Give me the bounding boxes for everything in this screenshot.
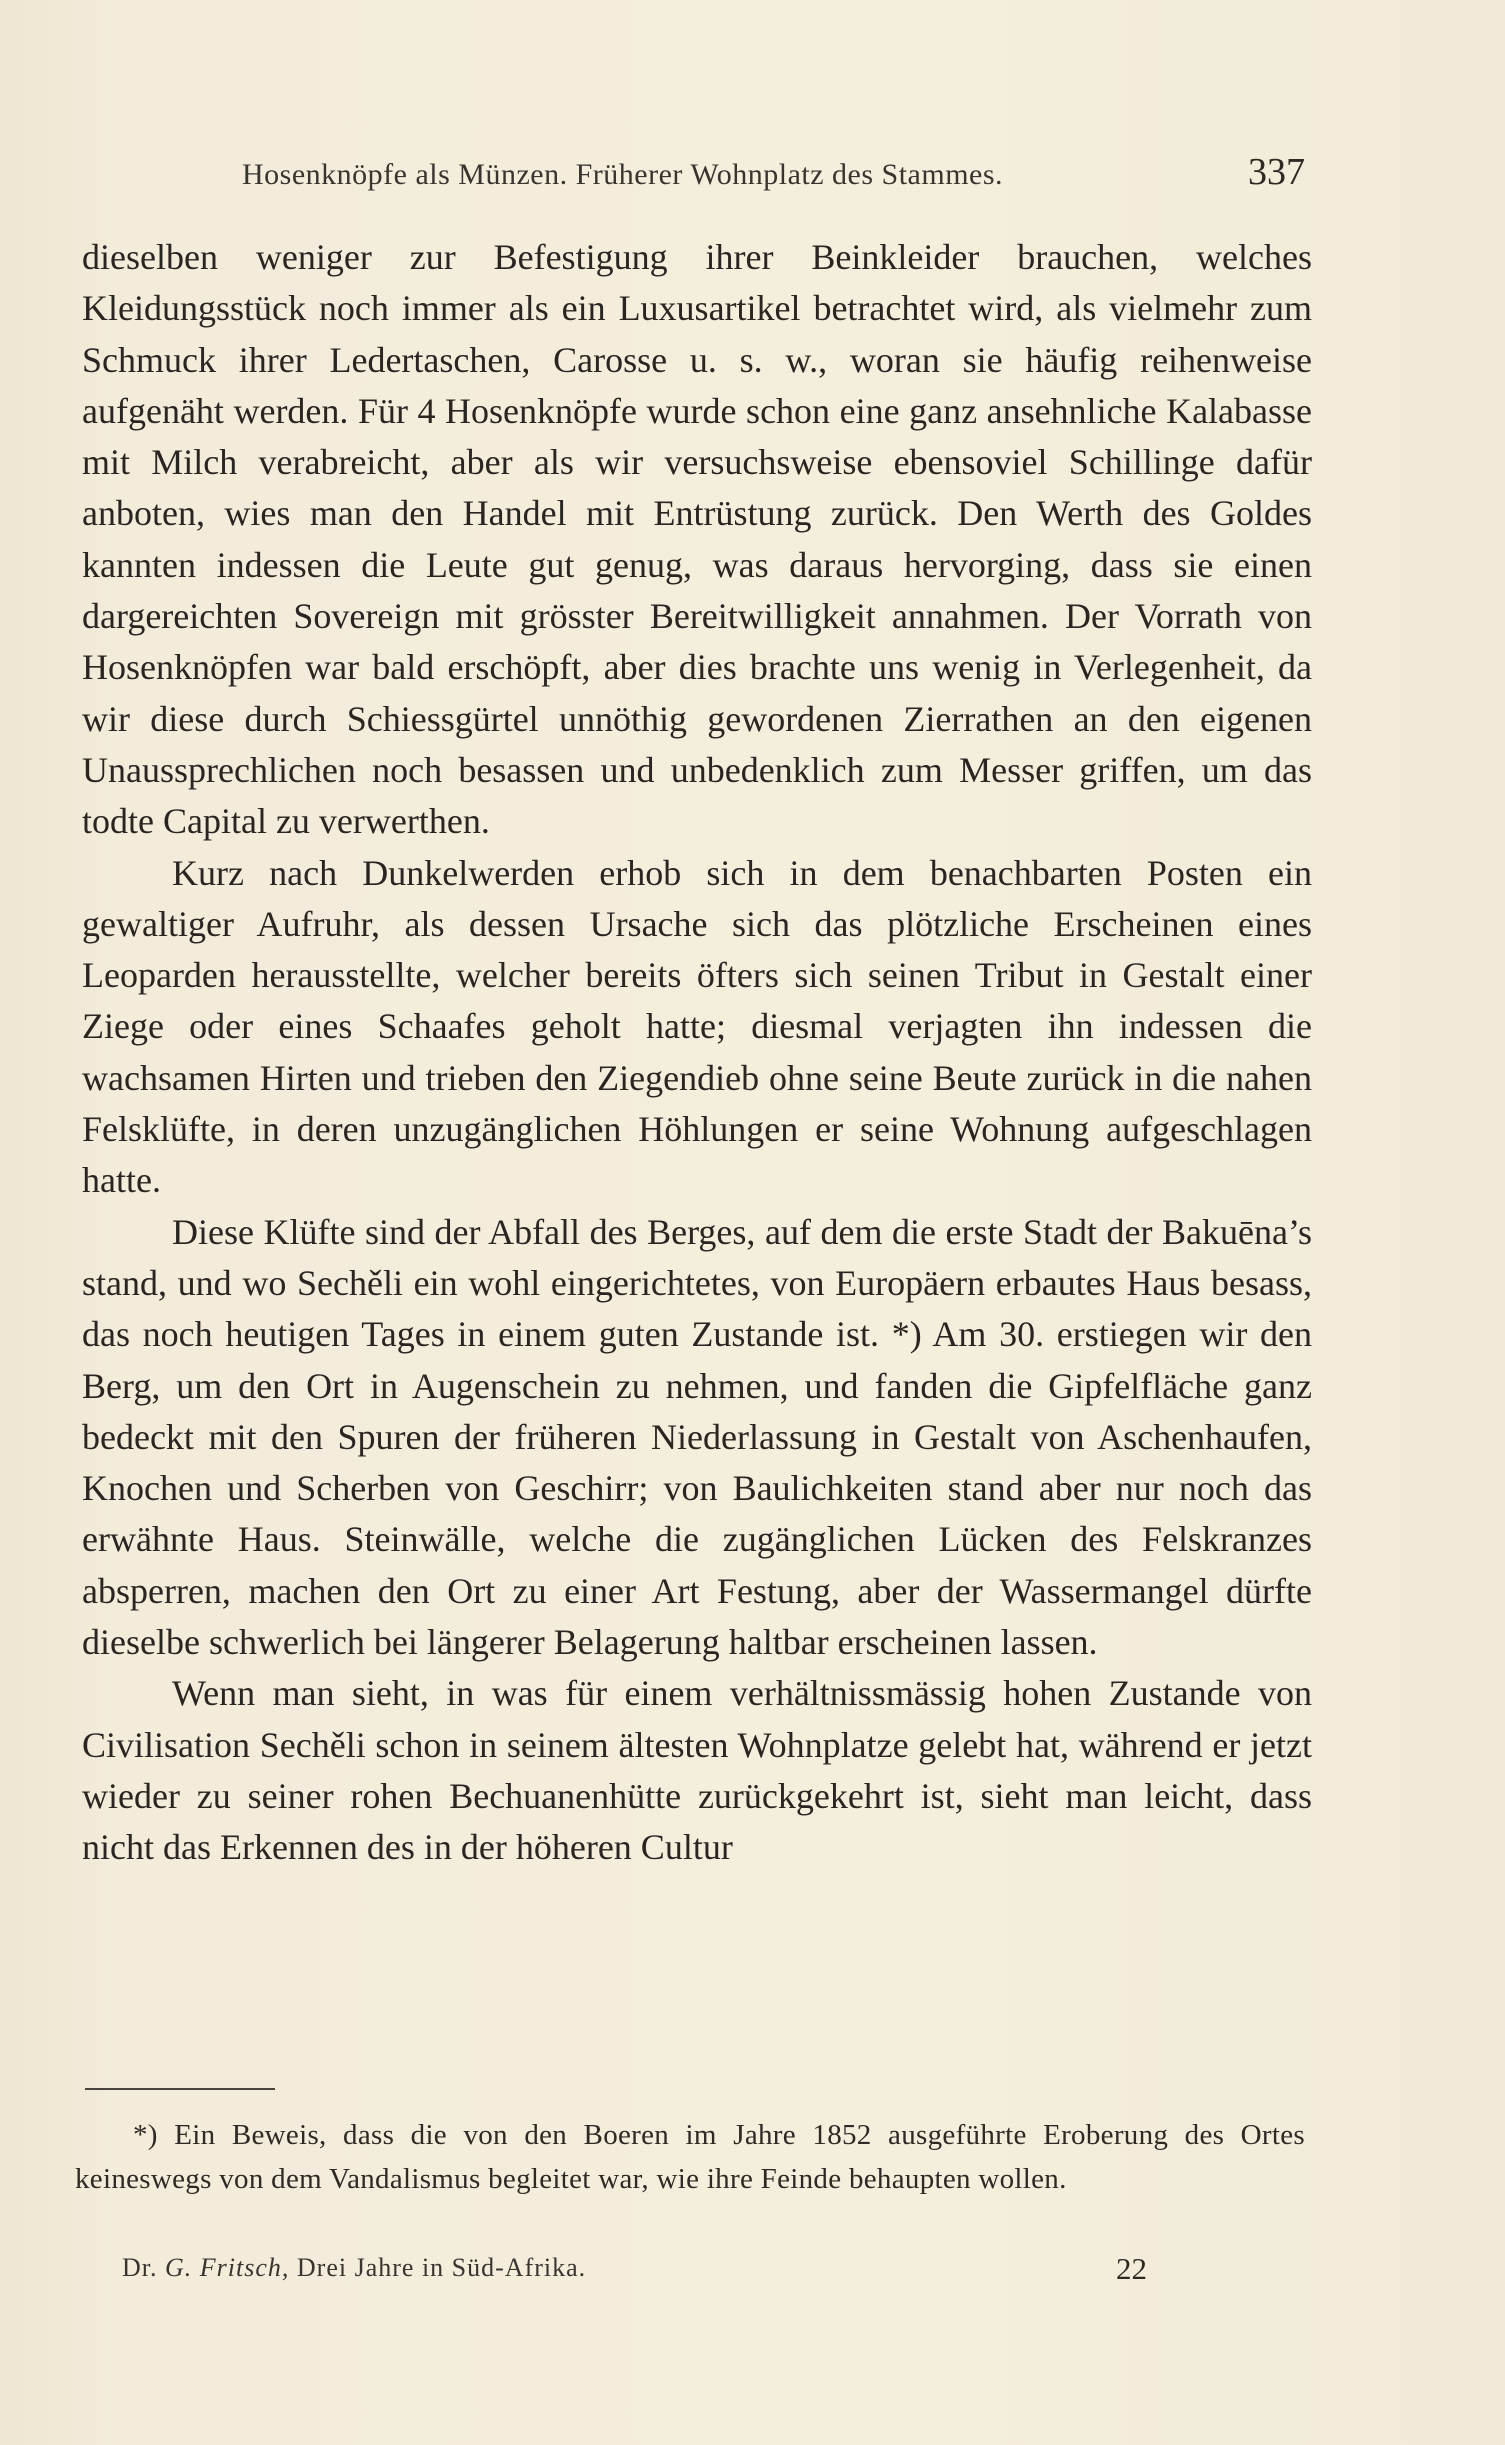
paragraph-2: Kurz nach Dunkelwerden erhob sich in dem benachbarten Posten ein gewaltiger Aufruhr, als dessen Ursache sich das plötzliche Erscheinen eines Leoparden herausstellte, welcher bereits öfters sich seinen Tribut in Gestalt einer Ziege oder eines Schaafes geholt hatte; diesmal verjagten ihn indessen die wachsamen Hirten und trieben den Ziegendieb ohne seine Beute zurück in die nahen Felsklüfte, in deren unzugänglichen Höhlungen er seine Wohnung aufgeschlagen hatte. — [82, 852, 1312, 1201]
signature-title: Drei Jahre in Süd-Afrika. — [289, 2253, 587, 2282]
signature-prefix: Dr. — [122, 2253, 165, 2282]
running-head: Hosenknöpfe als Münzen. Früherer Wohnplatz des Stammes. — [242, 158, 1004, 191]
paragraph-4: Wenn man sieht, in was für einem verhältnissmässig hohen Zustande von Civilisation Sechěli schon in seinem ältesten Wohnplatze gelebt hat, während er jetzt wieder zu seiner rohen Bechuanenhütte zurückgekehrt ist, sieht man leicht, dass nicht das Erkennen des in der höheren Cultur — [82, 1673, 1312, 1868]
sheet-number: 22 — [1116, 2251, 1147, 2286]
signature-author: G. Fritsch, — [165, 2253, 290, 2282]
body-text — [82, 232, 1312, 1874]
signature-line — [122, 2253, 586, 2283]
paragraph-3: Diese Klüfte sind der Abfall des Berges, auf dem die erste Stadt der Bakuēna’s stand, und wo Sechěli ein wohl eingerichtetes, von Europäern erbautes Haus besass, das noch heutigen Tages in einem guten Zustande ist. *) Am 30. erstiegen wir den Berg, um den Ort in Augenschein zu nehmen, und fanden die Gipfelfläche ganz bedeckt mit den Spuren der früheren Niederlassung in Gestalt von Aschenhaufen, Knochen und Scherben von Geschirr; von Baulichkeiten stand aber nur noch das erwähnte Haus. Steinwälle, welche die zugänglichen Lücken des Felskranzes absperren, machen den Ort zu einer Art Festung, aber der Wassermangel dürfte dieselbe schwerlich bei längerer Belagerung haltbar erscheinen lassen. — [82, 1211, 1312, 1663]
footnote: *) Ein Beweis, dass die von den Boeren im Jahre 1852 ausgeführte Eroberung des Ortes keineswegs von dem Vandalismus begleitet war, wie ihre Feinde behaupten wollen. — [75, 2119, 1305, 2195]
paragraph-1: dieselben weniger zur Befestigung ihrer Beinkleider brauchen, welches Kleidungsstück noch immer als ein Luxusartikel betrachtet wird, als vielmehr zum Schmuck ihrer Ledertaschen, Carosse u. s. w., woran sie häufig reihenweise aufgenäht werden. Für 4 Hosenknöpfe wurde schon eine ganz ansehnliche Kalabasse mit Milch verabreicht, aber als wir versuchsweise ebensoviel Schillinge dafür anboten, wies man den Handel mit Entrüstung zurück. Den Werth des Goldes kannten indessen die Leute gut genug, was daraus hervorging, dass sie einen dargereichten Sovereign mit grösster Bereitwilligkeit annahmen. Der Vorrath von Hosenknöpfen war bald erschöpft, aber dies brachte uns wenig in Verlegenheit, da wir diese durch Schiessgürtel unnöthig gewordenen Zierrathen an den eigenen Unaussprechlichen noch besassen und unbedenklich zum Messer griffen, um das todte Capital zu verwerthen. — [82, 237, 1312, 842]
page-number: 337 — [1248, 151, 1305, 193]
footnote-rule — [85, 2088, 275, 2090]
